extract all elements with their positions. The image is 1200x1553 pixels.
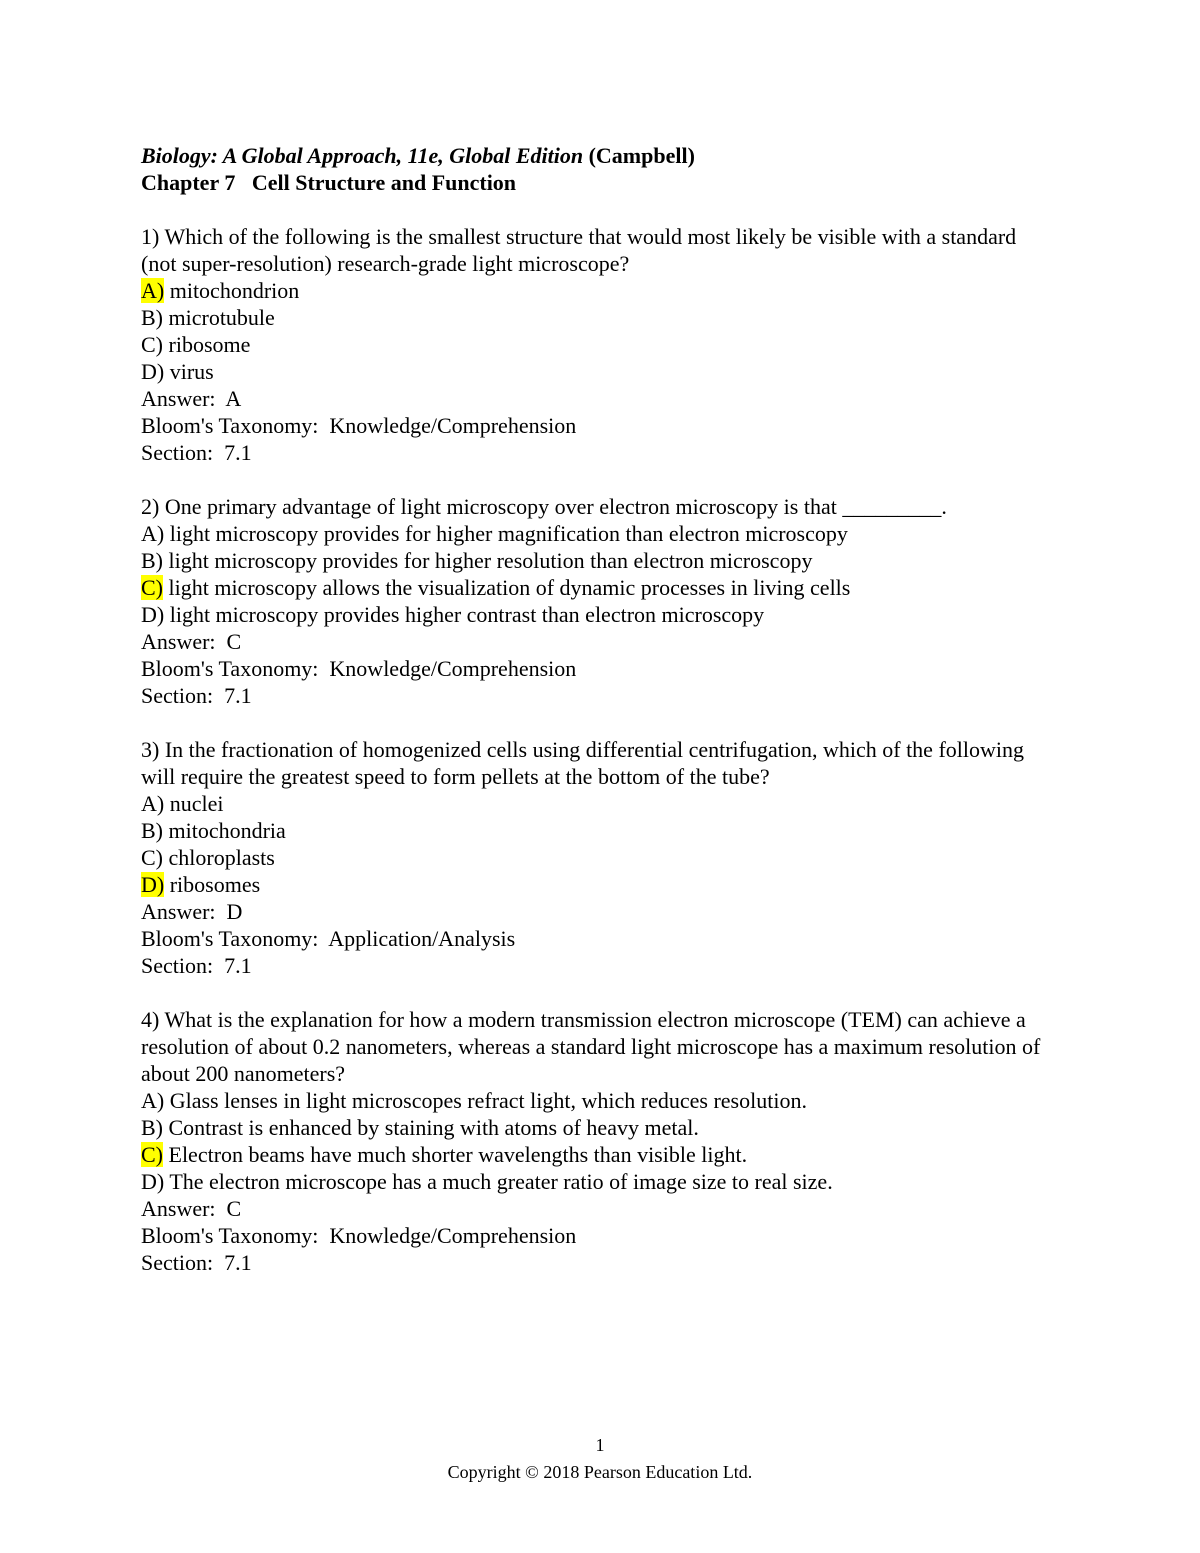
option-text: ribosome [168,332,251,357]
book-title-line [141,142,1041,169]
option [141,844,1041,871]
answer: Answer: A [141,386,242,411]
option-text: ribosomes [169,872,261,897]
option-letter: C) [141,845,163,870]
chapter-title: Cell Structure and Function [251,170,517,195]
option-letter: B) [141,548,163,573]
question-text [141,223,1041,277]
option [141,277,1041,304]
spacer [141,979,1041,1006]
option [141,358,1041,385]
option-letter: C) [141,332,163,357]
section: Section: 7.1 [141,440,252,465]
option [141,547,1041,574]
option-text: The electron microscope has a much greater ratio of image size to real size. [169,1169,833,1194]
option [141,790,1041,817]
option [141,1141,1041,1168]
option-letter: A) [141,278,165,303]
answer: Answer: C [141,629,242,654]
option [141,304,1041,331]
option-letter: B) [141,1115,163,1140]
blooms-taxonomy: Bloom's Taxonomy: Knowledge/Comprehension [141,413,577,438]
spacer [141,196,1041,223]
option-text: light microscopy provides for higher resolution than electron microscopy [168,548,813,573]
option-text: Glass lenses in light microscopes refract light, which reduces resolution. [169,1088,807,1113]
option-text: light microscopy allows the visualization of dynamic processes in living cells [168,575,851,600]
author: (Campbell) [588,143,695,168]
option [141,1168,1041,1195]
question-text [141,493,1041,520]
option [141,1114,1041,1141]
option-letter: B) [141,305,163,330]
option [141,601,1041,628]
blooms-taxonomy: Bloom's Taxonomy: Knowledge/Comprehension [141,656,577,681]
question-body: One primary advantage of light microscopy over electron microscopy is that _________. [164,494,947,519]
question-body: In the fractionation of homogenized cells using differential centrifugation, which of the following will require the greatest speed to form pellets at the bottom of the tube? [141,737,1024,789]
option-letter: D) [141,602,165,627]
blooms-taxonomy: Bloom's Taxonomy: Knowledge/Comprehension [141,1223,577,1248]
question-block [141,223,1041,466]
option-letter: A) [141,521,165,546]
book-title: Biology: A Global Approach, 11e, Global Edition [141,143,584,168]
option-text: virus [169,359,214,384]
option-letter: C) [141,1142,163,1167]
question-body: What is the explanation for how a modern transmission electron microscope (TEM) can achieve a resolution of about 0.2 nanometers, whereas a standard light microscope has a maximum resolution of about 200 nanometers? [141,1007,1041,1086]
option-text: chloroplasts [168,845,275,870]
option-letter: B) [141,818,163,843]
chapter-number: Chapter 7 [141,170,236,195]
option [141,574,1041,601]
page-number: 1 [595,1435,605,1455]
option-text: Electron beams have much shorter wavelengths than visible light. [168,1142,748,1167]
question-block [141,736,1041,979]
copyright-notice: Copyright © 2018 Pearson Education Ltd. [447,1462,753,1482]
page-content [141,142,1041,1276]
option [141,331,1041,358]
option-text: microtubule [168,305,275,330]
question-number: 2) [141,494,160,519]
option [141,1087,1041,1114]
question-number: 3) [141,737,160,762]
option-letter: D) [141,872,165,897]
spacer [141,709,1041,736]
chapter-heading [141,169,1041,196]
option-letter: D) [141,359,165,384]
option-letter: A) [141,791,165,816]
option-text: mitochondria [168,818,286,843]
option-text: light microscopy provides higher contrast than electron microscopy [169,602,765,627]
blooms-taxonomy: Bloom's Taxonomy: Application/Analysis [141,926,516,951]
question-number: 1) [141,224,160,249]
question-text [141,736,1041,790]
question-number: 4) [141,1007,160,1032]
question-text [141,1006,1041,1087]
answer: Answer: D [141,899,243,924]
question-block [141,493,1041,709]
option-letter: A) [141,1088,165,1113]
option-letter: C) [141,575,163,600]
question-block [141,1006,1041,1276]
option [141,871,1041,898]
option-text: light microscopy provides for higher magnification than electron microscopy [169,521,848,546]
option [141,817,1041,844]
question-body: Which of the following is the smallest structure that would most likely be visible with a standard (not super-resolution) research-grade light microscope? [141,224,1017,276]
section: Section: 7.1 [141,1250,252,1275]
option [141,520,1041,547]
option-text: nuclei [169,791,224,816]
section: Section: 7.1 [141,683,252,708]
spacer [141,466,1041,493]
option-text: Contrast is enhanced by staining with atoms of heavy metal. [168,1115,699,1140]
option-letter: D) [141,1169,165,1194]
answer: Answer: C [141,1196,242,1221]
section: Section: 7.1 [141,953,252,978]
option-text: mitochondrion [169,278,300,303]
